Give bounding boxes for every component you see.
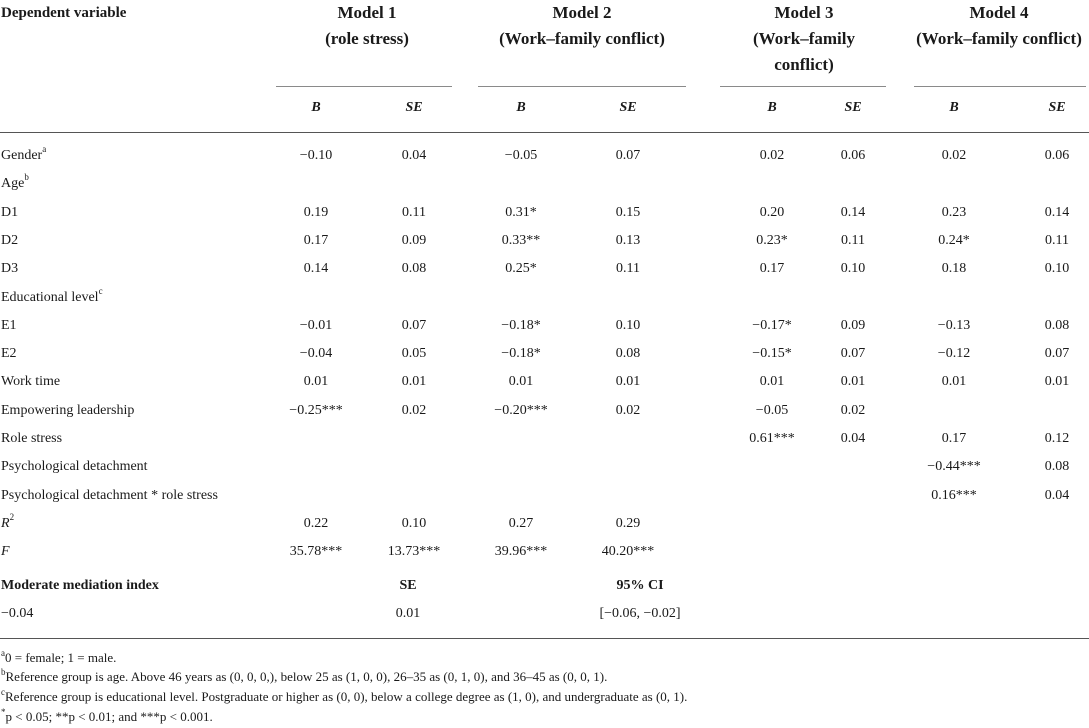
mediation-value: −0.04 <box>1 606 34 621</box>
dependent-variable-header: Dependent variable <box>1 5 127 21</box>
row-label-superscript: c <box>98 286 103 297</box>
table-cell: 0.09 <box>401 233 427 248</box>
row-label <box>1 204 18 222</box>
table-cell: 0.17 <box>303 233 329 248</box>
table-cell: 0.33** <box>501 233 541 248</box>
row-label-superscript: b <box>24 172 29 183</box>
table-cell: 0.07 <box>1044 346 1070 361</box>
row-label-text: D2 <box>1 233 19 248</box>
table-cell: 0.02 <box>615 403 641 418</box>
table-cell: −0.04 <box>299 346 333 361</box>
table-cell: 0.02 <box>401 403 427 418</box>
row-label <box>1 373 60 391</box>
table-cell: 0.01 <box>759 374 785 389</box>
table-cell: 0.17 <box>941 431 967 446</box>
table-cell: 0.02 <box>840 403 866 418</box>
subheader-se: SE <box>619 100 637 115</box>
table-cell: 0.23* <box>756 233 788 248</box>
subheader-se: SE <box>1048 100 1066 115</box>
table-cell: 0.14 <box>840 205 866 220</box>
table-cell: 0.01 <box>615 374 641 389</box>
subheader-se: SE <box>405 100 423 115</box>
table-cell: 0.02 <box>941 148 967 163</box>
table-cell: 0.10 <box>840 261 866 276</box>
table-cell: 0.17 <box>759 261 785 276</box>
footnote-c <box>1 686 688 705</box>
row-label-text: R <box>1 516 10 531</box>
row-label-text: D3 <box>1 261 19 276</box>
footnote-p-text: p < 0.05; **p < 0.01; and ***p < 0.001. <box>5 709 213 724</box>
row-label-text: D1 <box>1 205 19 220</box>
subheader-b: B <box>311 100 321 115</box>
table-cell: 0.07 <box>840 346 866 361</box>
table-cell: 0.20 <box>759 205 785 220</box>
row-label <box>1 402 134 420</box>
model-1-title: Model 1 <box>337 3 397 22</box>
table-cell: 0.16*** <box>931 488 977 503</box>
subheader-se: SE <box>844 100 862 115</box>
table-cell: 0.10 <box>615 318 641 333</box>
row-label <box>1 487 218 505</box>
model-1-header <box>284 0 450 52</box>
model-3-title: Model 3 <box>774 3 834 22</box>
row-label-text: Age <box>1 176 25 191</box>
model-2-subtitle: (Work–family conflict) <box>499 29 665 48</box>
row-label <box>1 345 17 363</box>
row-label <box>1 172 29 193</box>
model-2-underline <box>478 86 686 87</box>
footnote-a-mark: a <box>1 647 5 658</box>
table-cell: 0.01 <box>303 374 329 389</box>
table-cell: 0.31* <box>505 205 537 220</box>
table-bottom-rule <box>0 638 1089 639</box>
table-cell: −0.18* <box>501 346 541 361</box>
table-cell: 0.10 <box>1044 261 1070 276</box>
table-cell: 0.01 <box>1044 374 1070 389</box>
table-cell: 0.06 <box>840 148 866 163</box>
table-cell: 0.23 <box>941 205 967 220</box>
row-label-text: Role stress <box>1 431 63 446</box>
table-cell: 0.07 <box>615 148 641 163</box>
footnote-b <box>1 666 608 685</box>
mediation-se: 0.01 <box>395 606 421 621</box>
table-cell: −0.17* <box>752 318 792 333</box>
row-label <box>1 260 18 278</box>
table-cell: 35.78*** <box>289 544 343 559</box>
table-cell: −0.18* <box>501 318 541 333</box>
table-cell: −0.20*** <box>494 403 548 418</box>
table-cell: 0.19 <box>303 205 329 220</box>
mediation-ci: [−0.06, −0.02] <box>599 606 681 621</box>
model-2-title: Model 2 <box>552 3 612 22</box>
table-cell: 0.01 <box>840 374 866 389</box>
table-cell: 13.73*** <box>387 544 441 559</box>
model-1-subtitle: (role stress) <box>325 29 409 48</box>
footnote-p <box>1 706 213 725</box>
table-cell: −0.01 <box>299 318 333 333</box>
table-cell: 0.10 <box>401 516 427 531</box>
model-3-header <box>724 0 884 78</box>
subheader-b: B <box>516 100 526 115</box>
table-cell: 39.96*** <box>494 544 548 559</box>
table-cell: 0.22 <box>303 516 329 531</box>
row-label <box>1 144 47 165</box>
header-bottom-rule <box>0 132 1089 133</box>
table-cell: −0.15* <box>752 346 792 361</box>
table-cell: 0.08 <box>1044 318 1070 333</box>
row-label-superscript: a <box>42 144 47 155</box>
table-cell: 0.27 <box>508 516 534 531</box>
table-cell: 0.07 <box>401 318 427 333</box>
table-cell: −0.12 <box>937 346 971 361</box>
table-cell: 0.01 <box>941 374 967 389</box>
row-label <box>1 317 17 335</box>
table-cell: 0.14 <box>303 261 329 276</box>
footnote-c-mark: c <box>1 686 5 697</box>
model-4-underline <box>914 86 1086 87</box>
footnote-c-text: Reference group is educational level. Postgraduate or higher as (0, 0), below a college degree as (1, 0), and undergraduate as (0, 1). <box>5 689 688 704</box>
row-label-text: Psychological detachment <box>1 459 148 474</box>
model-3-subtitle: (Work–family conflict) <box>753 29 855 74</box>
row-label-text: E1 <box>1 318 17 333</box>
table-cell: 0.04 <box>1044 488 1070 503</box>
footnote-a-text: 0 = female; 1 = male. <box>5 650 117 665</box>
table-cell: 0.08 <box>401 261 427 276</box>
table-cell: 0.13 <box>615 233 641 248</box>
row-label-text: E2 <box>1 346 17 361</box>
subheader-b: B <box>767 100 777 115</box>
row-label-text: Psychological detachment * role stress <box>1 488 218 503</box>
table-cell: 0.02 <box>759 148 785 163</box>
table-cell: 0.06 <box>1044 148 1070 163</box>
subheader-b: B <box>949 100 959 115</box>
row-label-superscript: 2 <box>9 512 15 523</box>
row-label <box>1 430 62 448</box>
table-cell: −0.44*** <box>927 459 981 474</box>
row-label-text: Empowering leadership <box>1 403 135 418</box>
table-cell: 0.01 <box>508 374 534 389</box>
row-label <box>1 232 18 250</box>
mediation-header-ci: 95% CI <box>616 578 664 593</box>
table-cell: −0.10 <box>299 148 333 163</box>
mediation-header-se: SE <box>399 578 417 593</box>
table-cell: 0.08 <box>1044 459 1070 474</box>
table-cell: 0.11 <box>841 233 865 248</box>
footnote-b-mark: b <box>1 666 6 677</box>
footnote-a <box>1 647 117 666</box>
model-4-header <box>914 0 1084 52</box>
table-cell: 0.11 <box>616 261 640 276</box>
table-cell: 0.15 <box>615 205 641 220</box>
table-cell: 0.05 <box>401 346 427 361</box>
table-cell: 0.09 <box>840 318 866 333</box>
row-label-text: Gender <box>1 148 43 163</box>
row-label <box>1 458 148 476</box>
model-2-header <box>478 0 686 52</box>
table-cell: 0.29 <box>615 516 641 531</box>
table-cell: −0.25*** <box>289 403 343 418</box>
row-label-text: Educational level <box>1 290 99 305</box>
model-4-subtitle: (Work–family conflict) <box>916 29 1082 48</box>
table-cell: −0.05 <box>504 148 538 163</box>
row-label <box>1 543 10 561</box>
table-cell: −0.05 <box>755 403 789 418</box>
table-cell: 0.25* <box>505 261 537 276</box>
table-cell: 0.04 <box>401 148 427 163</box>
table-cell: 0.11 <box>402 205 426 220</box>
table-cell: 0.04 <box>840 431 866 446</box>
row-label-text: F <box>1 544 10 559</box>
table-cell: 0.01 <box>401 374 427 389</box>
table-cell: 0.12 <box>1044 431 1070 446</box>
footnote-p-mark: * <box>1 706 6 717</box>
model-4-title: Model 4 <box>969 3 1029 22</box>
model-1-underline <box>276 86 452 87</box>
row-label <box>1 512 15 533</box>
table-cell: −0.13 <box>937 318 971 333</box>
table-cell: 0.08 <box>615 346 641 361</box>
table-cell: 0.18 <box>941 261 967 276</box>
table-cell: 0.11 <box>1045 233 1069 248</box>
table-cell: 0.61*** <box>749 431 795 446</box>
mediation-header-label: Moderate mediation index <box>1 578 159 593</box>
row-label <box>1 286 103 307</box>
table-cell: 0.24* <box>938 233 970 248</box>
row-label-text: Work time <box>1 374 61 389</box>
table-cell: 0.14 <box>1044 205 1070 220</box>
footnote-b-text: Reference group is age. Above 46 years as (0, 0, 0,), below 25 as (1, 0, 0), 26–35 as (0, 1, 0), and 36–45 as (0, 0, 1). <box>5 669 608 684</box>
model-3-underline <box>720 86 886 87</box>
table-cell: 40.20*** <box>601 544 655 559</box>
